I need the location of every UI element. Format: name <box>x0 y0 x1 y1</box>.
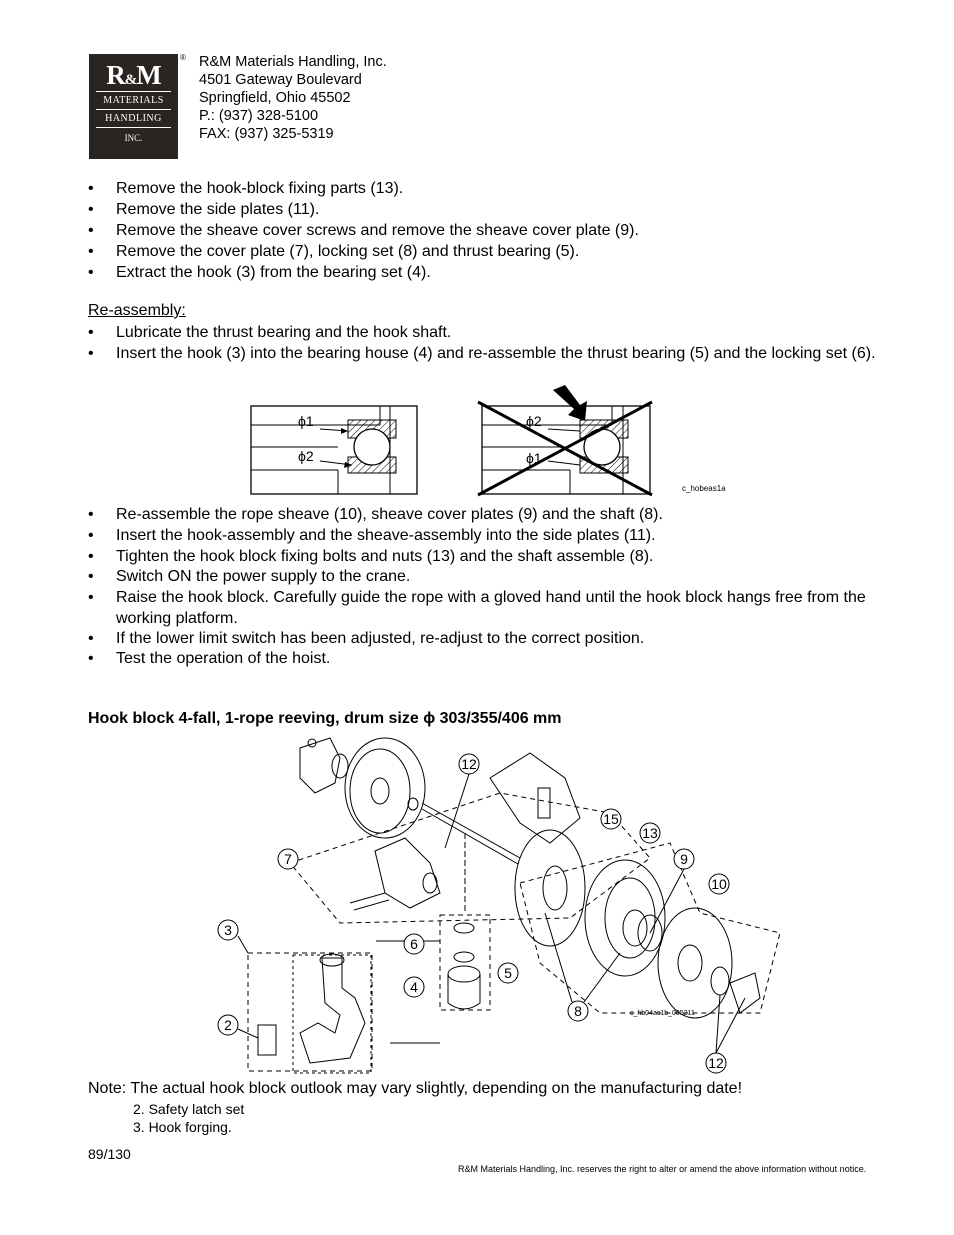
callout-label: 6 <box>410 936 418 952</box>
address-line: FAX: (937) 325-5319 <box>199 126 334 142</box>
address-line: R&M Materials Handling, Inc. <box>199 54 387 70</box>
footer-disclaimer: R&M Materials Handling, Inc. reserves the right to alter or amend the above information without notice. <box>458 1164 867 1174</box>
callout-label: 15 <box>603 811 619 827</box>
callout-label: 4 <box>410 979 418 995</box>
side-plate-disc-rear <box>658 908 732 1018</box>
side-plate-bracket <box>490 753 580 843</box>
figure-caption: c_hb04as1b_005211 <box>630 1010 695 1017</box>
callout-label: 2 <box>224 1017 232 1033</box>
hook-forging-part <box>300 958 365 1063</box>
logo-word-inc: INC. <box>124 133 143 143</box>
logo-monogram: R&M <box>106 60 161 90</box>
callout-label: 12 <box>708 1055 724 1071</box>
note-text: Note: The actual hook block outlook may vary slightly, depending on the manufacturing date! <box>88 1080 743 1097</box>
diameter-label: ϕ2 <box>298 448 314 464</box>
registered-mark: ® <box>180 53 186 62</box>
section-title: Hook block 4-fall, 1-rope reeving, drum size ϕ 303/355/406 mm <box>88 710 562 727</box>
correct-bearing-diagram <box>251 406 417 494</box>
address-line: Springfield, Ohio 45502 <box>199 90 351 106</box>
callout-label: 7 <box>284 851 292 867</box>
diameter-label: ϕ2 <box>526 413 542 429</box>
address-line: P.: (937) 328-5100 <box>199 108 319 124</box>
callout-label: 12 <box>461 756 477 772</box>
legend-item: 2. Safety latch set <box>133 1101 245 1117</box>
company-logo <box>89 54 178 159</box>
reassembly-heading: Re-assembly: <box>88 302 186 319</box>
callout-label: 8 <box>574 1003 582 1019</box>
safety-latch-part <box>258 1025 276 1055</box>
diameter-label: ϕ1 <box>526 450 542 466</box>
address-line: 4501 Gateway Boulevard <box>199 72 362 88</box>
diameter-label: ϕ1 <box>298 413 314 429</box>
side-plate-part <box>300 738 340 793</box>
legend-item: 3. Hook forging. <box>133 1119 232 1135</box>
incorrect-bearing-diagram <box>478 385 652 495</box>
callout-markers <box>218 754 745 1073</box>
warning-arrow-icon <box>553 385 587 421</box>
callout-label: 5 <box>504 965 512 981</box>
callout-label: 10 <box>711 876 727 892</box>
callout-label: 9 <box>680 851 688 867</box>
page-number: 89/130 <box>88 1146 131 1162</box>
logo-word-handling: HANDLING <box>105 113 162 124</box>
callout-label: 13 <box>642 825 658 841</box>
figure-caption: c_hobeas1a <box>682 484 726 493</box>
company-address <box>199 53 387 143</box>
hook-block-exploded-figure <box>200 733 780 1078</box>
rope-sheave-part <box>345 738 425 838</box>
logo-word-materials: MATERIALS <box>103 95 164 106</box>
callout-label: 3 <box>224 922 232 938</box>
bearing-orientation-figure <box>240 385 740 500</box>
